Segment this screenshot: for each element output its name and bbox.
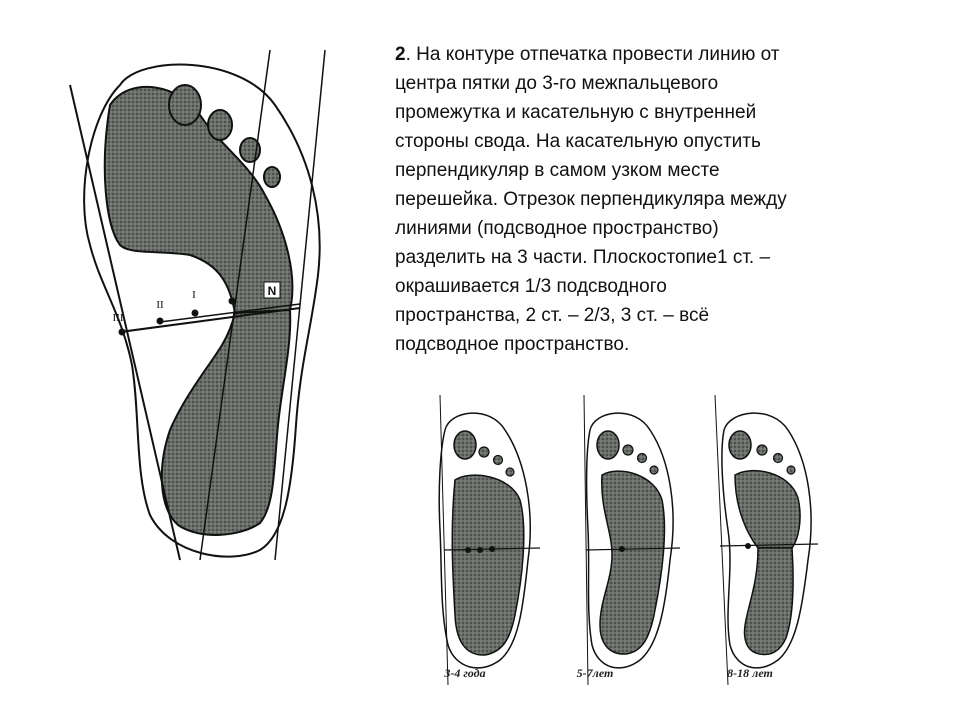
point-iii: [119, 329, 126, 336]
toe-4: [264, 167, 280, 187]
instruction-line: [395, 156, 895, 185]
point: [619, 546, 625, 552]
instruction-line-text: перешейка. Отрезок перпендикуляра между: [395, 189, 787, 210]
toe: [479, 447, 489, 457]
instruction-line: [395, 98, 895, 127]
point: [477, 547, 483, 553]
axis-line: [584, 395, 588, 685]
instruction-text: [395, 40, 895, 359]
main-footprint-diagram: [60, 45, 350, 565]
instruction-line: [395, 69, 895, 98]
toe: [638, 454, 647, 463]
instruction-line: [395, 185, 895, 214]
big-toe: [729, 431, 751, 459]
toe: [650, 466, 658, 474]
big-toe: [454, 431, 476, 459]
instruction-line: [395, 272, 895, 301]
toe: [774, 454, 783, 463]
point-n: [229, 298, 236, 305]
toe: [623, 445, 633, 455]
instruction-line-text: . На контуре отпечатка провести линию от: [405, 44, 780, 65]
instruction-line-text: линиями (подсводное пространство): [395, 218, 719, 239]
toe-2: [208, 110, 232, 140]
axis-line: [715, 395, 728, 685]
instruction-line-text: пространства, 2 ст. – 2/3, 3 ст. – всё: [395, 305, 710, 326]
age-label-8-18-years: 8-18 лет: [727, 666, 773, 680]
heel-print: [745, 548, 794, 654]
instruction-line: [395, 243, 895, 272]
instruction-line-text: промежутка и касательную с внутренней: [395, 102, 757, 123]
label-n: N: [267, 284, 277, 298]
toe: [506, 468, 514, 476]
instruction-line-text: подсводное пространство.: [395, 334, 630, 355]
instruction-line: [395, 214, 895, 243]
instruction-line-text: стороны свода. На касательную опустить: [395, 131, 761, 152]
sole-print: [600, 471, 664, 654]
point-ii: [157, 318, 164, 325]
big-toe: [597, 431, 619, 459]
forefoot-print: [105, 87, 293, 313]
instruction-line: [395, 127, 895, 156]
forefoot-print: [735, 471, 800, 548]
toe: [757, 445, 767, 455]
label-iii: III: [112, 312, 124, 324]
point-i: [192, 310, 199, 317]
instruction-line-text: разделить на 3 части. Плоскостопие1 ст. –: [395, 247, 771, 268]
instruction-line: [395, 330, 895, 359]
step-number: 2: [395, 44, 406, 65]
footprint-5-7-years: [550, 390, 690, 690]
instruction-line-text: окрашивается 1/3 подсводного: [395, 276, 667, 297]
heel-print: [162, 310, 290, 535]
toe: [787, 466, 795, 474]
point: [745, 543, 751, 549]
toe: [494, 456, 503, 465]
point: [465, 547, 471, 553]
footprint-3-4-years: [410, 390, 550, 690]
instruction-line-text: перпендикуляр в самом узком месте: [395, 160, 720, 181]
instruction-line: [395, 40, 895, 69]
footprint-8-18-years: [690, 390, 830, 690]
toe-1: [169, 85, 201, 125]
label-i: I: [192, 289, 196, 301]
point: [489, 546, 495, 552]
label-ii: II: [156, 299, 164, 311]
age-label-3-4-years: 3-4 года: [444, 666, 486, 680]
sole-print: [452, 475, 524, 655]
instruction-line: [395, 301, 895, 330]
instruction-line-text: центра пятки до 3-го межпальцевого: [395, 73, 719, 94]
age-label-5-7-years: 5-7лет: [576, 666, 614, 680]
